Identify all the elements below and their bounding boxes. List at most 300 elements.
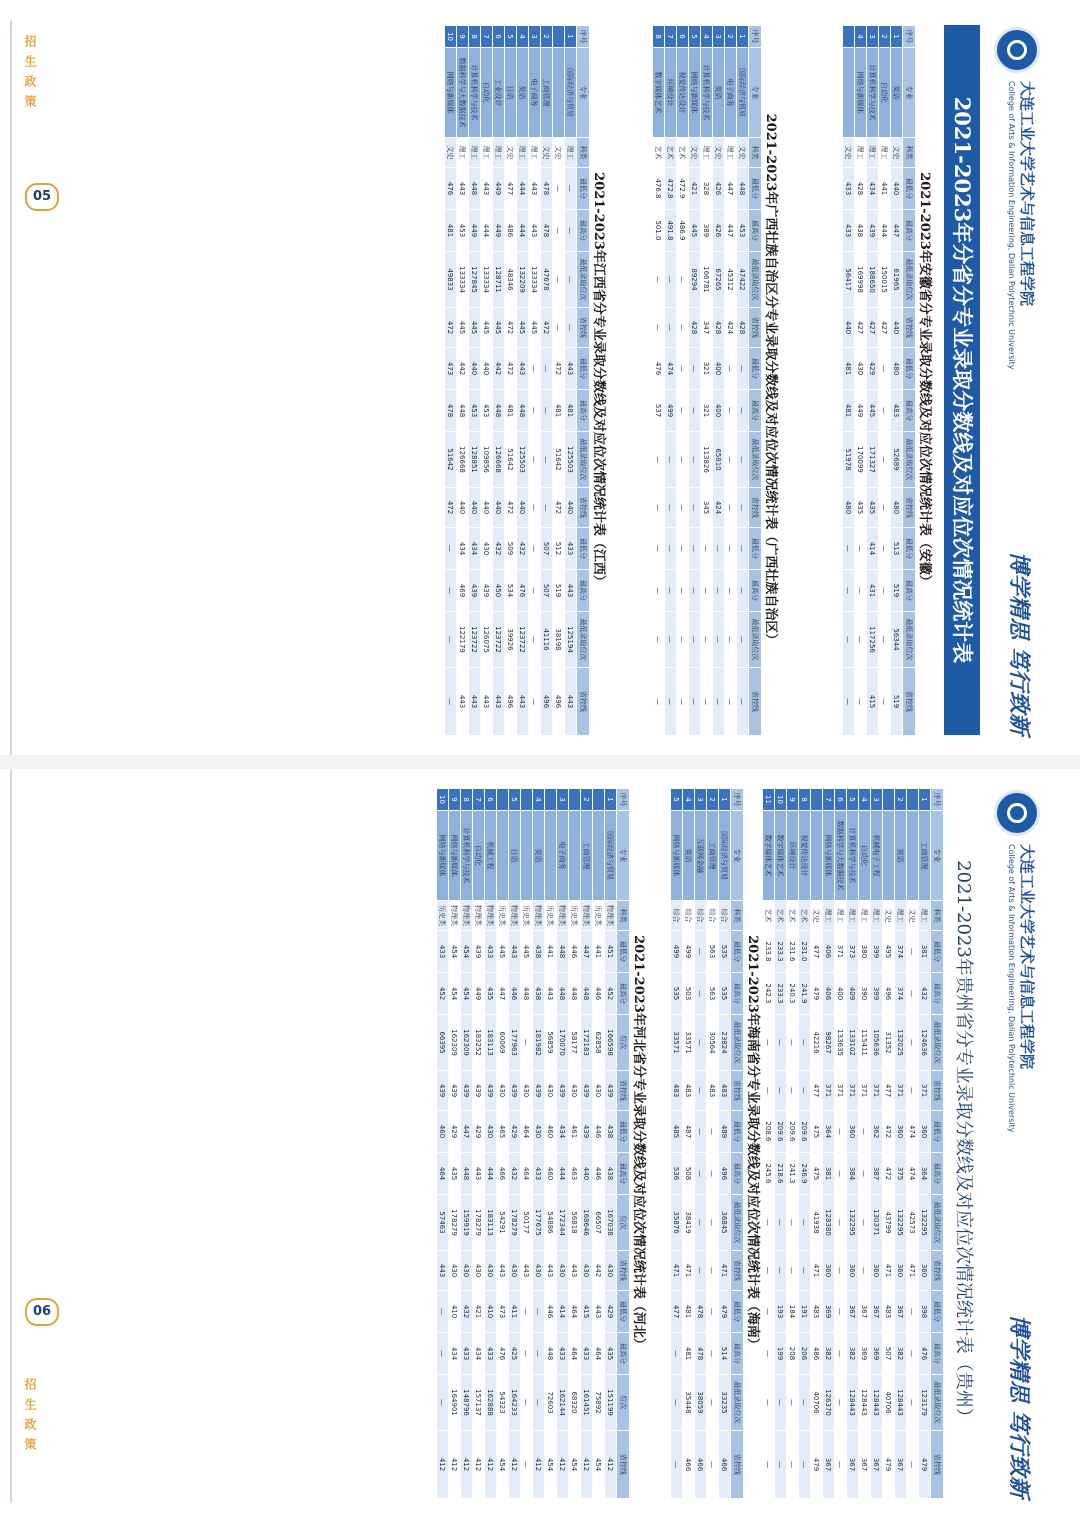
table-cell: — xyxy=(707,1251,719,1291)
column-header: 最低录取位次 xyxy=(577,252,590,308)
section-title-hebei: 2021-2023年河北省分专业录取分数线及对应位次情况统计表（河北） xyxy=(631,935,646,1351)
table-cell: — xyxy=(677,488,689,528)
table-cell: 434 xyxy=(557,1111,569,1153)
table-cell: 123179 xyxy=(919,1375,931,1431)
row-index: 8 xyxy=(653,26,665,48)
table-cell: 364 xyxy=(919,1153,931,1195)
table-cell: 427 xyxy=(867,308,879,348)
table-cell: 464 xyxy=(521,1153,533,1195)
table-cell: — xyxy=(707,1111,719,1153)
column-header: 省控线 xyxy=(903,308,916,348)
table-cell: — xyxy=(725,390,737,432)
table-cell: 374 xyxy=(895,931,907,973)
table-cell: 109856 xyxy=(481,432,493,488)
table-cell: — xyxy=(763,1071,775,1111)
table-cell: 130371 xyxy=(871,1195,883,1251)
table-cell: — xyxy=(665,252,677,308)
table-cell: 483 xyxy=(707,1071,719,1111)
table-cell: 430 xyxy=(473,1251,485,1291)
table-cell: — xyxy=(677,668,689,736)
column-header: 最低录取位次 xyxy=(749,432,762,488)
table-cell: 364 xyxy=(823,1111,835,1153)
table-cell: — xyxy=(665,432,677,488)
major-name: 工业设计 xyxy=(493,48,505,138)
table-cell: 文史 xyxy=(883,901,895,931)
table-cell: 481 xyxy=(683,1291,695,1333)
table-cell: 132295 xyxy=(847,1195,859,1251)
table-cell: 444 xyxy=(517,210,529,252)
table-cell: 理工 xyxy=(919,901,931,931)
table-cell: 514 xyxy=(719,1333,731,1375)
table-cell: 465 xyxy=(497,1111,509,1153)
table-row xyxy=(907,789,919,1499)
table-cell: 438 xyxy=(605,1111,617,1153)
table-cell: 371 xyxy=(823,1071,835,1111)
table-row xyxy=(457,26,469,736)
table-cell: 464 xyxy=(569,1333,581,1375)
row-index: 8 xyxy=(469,26,481,48)
table-cell: — xyxy=(701,612,713,668)
column-header: 省控线 xyxy=(931,1071,944,1111)
table-cell: 447 xyxy=(497,973,509,1015)
table-cell: 449 xyxy=(493,168,505,210)
table-cell: 115411 xyxy=(859,1015,871,1071)
table-cell: 38059 xyxy=(695,1375,707,1431)
table-cell: 430 xyxy=(509,1251,521,1291)
table-cell: 367 xyxy=(859,1431,871,1499)
table-cell: — xyxy=(713,668,725,736)
table-cell: — xyxy=(533,1333,545,1375)
table-cell: — xyxy=(565,168,577,210)
table-cell: 241.3 xyxy=(787,1153,799,1195)
page-06 xyxy=(0,778,1080,1508)
column-header: 最高分 xyxy=(617,973,630,1015)
major-name: 自动化 xyxy=(859,811,871,901)
section-title-hainan: 2021-2023年海南省分专业录取分数线及对应位次情况统计表（海南） xyxy=(745,935,760,1351)
table-cell: 415 xyxy=(867,668,879,736)
table-jiangxi xyxy=(444,25,590,736)
major-name: 网络与新媒体 xyxy=(449,811,461,901)
table-cell: 537 xyxy=(653,390,665,432)
table-row xyxy=(505,26,517,736)
table-cell: 448 xyxy=(469,168,481,210)
table-cell: 483 xyxy=(891,390,903,432)
column-header: 最低分 xyxy=(577,348,590,390)
table-cell: 文史 xyxy=(843,138,855,168)
column-header: 序号 xyxy=(577,26,590,48)
table-cell: 367 xyxy=(847,1291,859,1333)
row-index: 6 xyxy=(677,26,689,48)
table-cell: 132209 xyxy=(517,252,529,308)
major-name: 网络与新媒体 xyxy=(855,48,867,138)
major-name: 网络与新媒体 xyxy=(437,811,449,901)
table-cell: — xyxy=(445,570,457,612)
table-cell: 443 xyxy=(529,168,541,210)
table-cell: — xyxy=(737,432,749,488)
table-cell: 425 xyxy=(509,1333,521,1375)
table-cell: 463 xyxy=(569,1153,581,1195)
table-cell: 412 xyxy=(509,1431,521,1499)
table-cell: 535 xyxy=(671,973,683,1015)
row-index: 4 xyxy=(859,789,871,811)
row-index: 9 xyxy=(787,789,799,811)
table-cell: 133334 xyxy=(481,252,493,308)
major-name: 环境设计 xyxy=(787,811,799,901)
row-index: 5 xyxy=(505,26,517,48)
table-cell: 45312 xyxy=(725,252,737,308)
table-cell: 446 xyxy=(509,973,521,1015)
table-cell: 471 xyxy=(811,1251,823,1291)
row-index xyxy=(811,789,823,811)
table-cell: 440 xyxy=(481,488,493,528)
table-cell: 472 xyxy=(553,488,565,528)
table-cell: — xyxy=(787,1375,799,1431)
table-cell: 434 xyxy=(473,1333,485,1375)
major-name: 数字媒体艺术 xyxy=(775,811,787,901)
table-cell: 477 xyxy=(671,1291,683,1333)
table-cell: — xyxy=(521,1375,533,1431)
table-cell: — xyxy=(437,1333,449,1375)
column-header: 科类 xyxy=(731,901,744,931)
row-index: 1 xyxy=(919,789,931,811)
table-cell: 476.8 xyxy=(653,168,665,210)
table-row xyxy=(763,789,775,1499)
table-cell: 429 xyxy=(605,1291,617,1333)
table-cell: 471 xyxy=(683,1251,695,1291)
table-cell: — xyxy=(799,1195,811,1251)
table-cell: 文史 xyxy=(541,138,553,168)
table-cell: 421 xyxy=(689,168,701,210)
table-cell: 51642 xyxy=(553,432,565,488)
row-index: 5 xyxy=(689,26,701,48)
table-cell: 126370 xyxy=(823,1375,835,1431)
row-index: 3 xyxy=(867,26,879,48)
row-index: 10 xyxy=(445,26,457,48)
table-cell: 126075 xyxy=(481,612,493,668)
table-cell: 432 xyxy=(919,973,931,1015)
table-cell: — xyxy=(533,1291,545,1333)
table-cell: 艺术 xyxy=(799,901,811,931)
table-cell: 440 xyxy=(565,488,577,528)
table-cell: 472.9 xyxy=(677,168,689,210)
table-cell: — xyxy=(843,528,855,570)
table-cell: 452 xyxy=(605,973,617,1015)
row-index: 7 xyxy=(665,26,677,48)
table-cell: 89294 xyxy=(689,252,701,308)
table-cell: 477 xyxy=(883,1071,895,1111)
table-cell: 433 xyxy=(557,1333,569,1375)
university-logo-icon xyxy=(994,790,1040,836)
table-cell: 439 xyxy=(449,1071,461,1111)
table-cell: 433 xyxy=(485,1333,497,1375)
table-cell: 371 xyxy=(835,931,847,973)
table-cell: 507 xyxy=(883,1333,895,1375)
table-cell: 428 xyxy=(855,168,867,210)
table-cell: 41116 xyxy=(541,612,553,668)
table-cell: 61965 xyxy=(891,252,903,308)
university-logo-icon xyxy=(994,27,1040,73)
major-name xyxy=(593,811,605,901)
table-cell: 56417 xyxy=(843,252,855,308)
table-row xyxy=(891,26,903,736)
major-name: 计算机科学与技术 xyxy=(847,811,859,901)
table-cell: — xyxy=(665,570,677,612)
major-name: 英语 xyxy=(891,48,903,138)
table-cell: 47678 xyxy=(541,252,553,308)
table-cell: — xyxy=(843,570,855,612)
table-cell: — xyxy=(541,390,553,432)
table-cell: 443 xyxy=(521,1251,533,1291)
table-cell: 439 xyxy=(581,1071,593,1111)
table-cell: 51978 xyxy=(843,432,855,488)
table-row xyxy=(449,789,461,1499)
table-cell: — xyxy=(665,488,677,528)
page-06-header xyxy=(978,778,1050,1508)
table-cell: — xyxy=(855,668,867,736)
table-cell: — xyxy=(879,390,891,432)
table-cell: — xyxy=(799,1431,811,1499)
table-cell: 128711 xyxy=(493,252,505,308)
table-cell: — xyxy=(653,668,665,736)
table-row xyxy=(545,789,557,1499)
table-header-row xyxy=(577,26,590,736)
table-cell: 理工 xyxy=(835,901,847,931)
table-cell: 233.8 xyxy=(763,931,775,973)
table-cell: 物理类 xyxy=(449,901,461,931)
table-cell: 159919 xyxy=(461,1195,473,1251)
table-cell: 127845 xyxy=(469,252,481,308)
column-header: 最低分 xyxy=(931,931,944,973)
table-cell: 501.0 xyxy=(653,210,665,252)
table-cell: 445 xyxy=(867,390,879,432)
table-cell: — xyxy=(565,308,577,348)
table-cell: 406 xyxy=(823,973,835,1015)
table-cell: 439 xyxy=(473,931,485,973)
table-cell: — xyxy=(521,1291,533,1333)
table-cell: 193 xyxy=(775,1291,787,1333)
column-header: 最低分 xyxy=(749,348,762,390)
table-cell: 444 xyxy=(485,1153,497,1195)
table-cell: 481 xyxy=(505,390,517,432)
major-name: 数据科学与大数据技术 xyxy=(835,811,847,901)
table-row xyxy=(895,789,907,1499)
row-index: 7 xyxy=(823,789,835,811)
major-name: 国际经济与贸易 xyxy=(565,48,577,138)
table-cell: 443 xyxy=(569,1251,581,1291)
table-cell: 448 xyxy=(521,973,533,1015)
table-cell: 424 xyxy=(713,488,725,528)
table-cell: 151199 xyxy=(605,1375,617,1431)
university-name: 大连工业大学艺术与信息工程学院 xyxy=(1018,81,1036,307)
table-header-row xyxy=(617,789,630,1499)
column-header: 最高分 xyxy=(617,1333,630,1375)
table-cell: 509 xyxy=(505,528,517,570)
column-header: 最高分 xyxy=(749,210,762,252)
table-cell: 443 xyxy=(497,1251,509,1291)
table-cell: — xyxy=(695,1071,707,1111)
table-cell: — xyxy=(695,1195,707,1251)
table-cell: 218.6 xyxy=(775,1153,787,1195)
table-cell: 181982 xyxy=(533,1015,545,1071)
table-cell: 209.6 xyxy=(799,1111,811,1153)
row-index: 3 xyxy=(557,789,569,811)
table-cell: 512 xyxy=(553,528,565,570)
page-number-05: 05 xyxy=(25,183,59,211)
table-cell: 367 xyxy=(859,1291,871,1333)
table-cell: 382 xyxy=(895,1333,907,1375)
slogan: 博学精思 笃行致新 xyxy=(1006,1314,1032,1498)
table-cell: 448 xyxy=(557,973,569,1015)
table-cell: 445 xyxy=(469,308,481,348)
table-cell: 艺术 xyxy=(775,901,787,931)
table-cell: 理工 xyxy=(529,138,541,168)
row-index: 2 xyxy=(541,26,553,48)
major-name: 网络与新媒体 xyxy=(823,811,835,901)
table-cell: 367 xyxy=(847,1431,859,1499)
table-cell: — xyxy=(677,612,689,668)
table-cell: 360 xyxy=(919,1111,931,1153)
column-header: 最低分 xyxy=(731,1291,744,1333)
table-cell: 40706 xyxy=(811,1375,823,1431)
page-gutter xyxy=(0,755,1080,769)
table-cell: 453 xyxy=(737,210,749,252)
table-cell: 综合 xyxy=(719,901,731,931)
table-cell: 446 xyxy=(569,931,581,973)
table-cell: 479 xyxy=(883,1431,895,1499)
column-header: 科类 xyxy=(749,138,762,168)
major-name: 互联网金融 xyxy=(695,811,707,901)
section-title-anhui: 2021-2023年安徽省分专业录取分数线及对应位次情况统计表（安徽） xyxy=(917,172,932,588)
table-cell: — xyxy=(677,432,689,488)
major-name: 英语 xyxy=(517,48,529,138)
table-cell: 451 xyxy=(605,931,617,973)
column-header: 科类 xyxy=(931,901,944,931)
table-cell: 231.0 xyxy=(799,931,811,973)
table-cell: 414 xyxy=(557,1291,569,1333)
table-cell: 434 xyxy=(457,528,469,570)
table-cell: 466 xyxy=(719,1431,731,1499)
row-index: 3 xyxy=(695,789,707,811)
table-cell: 439 xyxy=(557,1071,569,1111)
table-cell: 369 xyxy=(859,1333,871,1375)
table-cell: 60069 xyxy=(497,1015,509,1071)
column-header: 最低录取位次 xyxy=(731,1375,744,1431)
table-cell: — xyxy=(787,1195,799,1251)
column-header: 省控线 xyxy=(749,668,762,736)
table-cell: 245.6 xyxy=(763,1153,775,1195)
table-cell: 443 xyxy=(517,348,529,390)
table-cell: 477 xyxy=(505,168,517,210)
table-cell: — xyxy=(529,488,541,528)
table-row xyxy=(677,26,689,736)
table-cell: — xyxy=(529,390,541,432)
table-cell: 理工 xyxy=(867,138,879,168)
table-cell: 452 xyxy=(437,973,449,1015)
table-cell: 507 xyxy=(541,570,553,612)
major-name xyxy=(843,48,855,138)
table-cell: — xyxy=(737,528,749,570)
table-cell: 382 xyxy=(823,1333,835,1375)
table-cell: 430 xyxy=(481,528,493,570)
table-cell: 理工 xyxy=(823,901,835,931)
table-cell: 443 xyxy=(529,210,541,252)
table-cell: 理工 xyxy=(701,138,713,168)
table-row xyxy=(665,26,677,736)
table-cell: — xyxy=(835,1431,847,1499)
table-cell: — xyxy=(677,390,689,432)
table-cell: 综合 xyxy=(671,901,683,931)
table-cell: 123722 xyxy=(469,612,481,668)
table-cell: 208 xyxy=(787,1333,799,1375)
table-cell: 412 xyxy=(485,1431,497,1499)
table-cell: 481 xyxy=(843,348,855,390)
column-header: 最低分 xyxy=(577,168,590,210)
table-cell: 38198 xyxy=(553,612,565,668)
table-cell: 373 xyxy=(847,931,859,973)
major-name xyxy=(883,811,895,901)
table-cell: 486.9 xyxy=(677,210,689,252)
table-cell: 440 xyxy=(469,348,481,390)
table-cell: — xyxy=(725,668,737,736)
table-cell: 478 xyxy=(541,210,553,252)
table-cell: 理工 xyxy=(879,138,891,168)
column-header: 最低分 xyxy=(749,528,762,570)
table-cell: — xyxy=(799,1071,811,1111)
table-cell: 471 xyxy=(719,1251,731,1291)
column-header: 最低分 xyxy=(903,528,916,570)
table-cell: 439 xyxy=(481,570,493,612)
table-cell: 430 xyxy=(449,1251,461,1291)
table-cell: 240.3 xyxy=(787,973,799,1015)
table-cell: — xyxy=(689,668,701,736)
table-cell: — xyxy=(665,668,677,736)
row-index xyxy=(553,26,565,48)
table-cell: 460 xyxy=(545,1153,557,1195)
table-cell: 519 xyxy=(891,668,903,736)
table-cell: 483 xyxy=(683,1071,695,1111)
row-index: 5 xyxy=(671,789,683,811)
column-header: 省控线 xyxy=(577,488,590,528)
table-cell: — xyxy=(445,668,457,736)
table-cell: 443 xyxy=(469,668,481,736)
column-header: 最低录取位次 xyxy=(731,1195,744,1251)
table-cell: 文史 xyxy=(737,138,749,168)
table-cell: — xyxy=(775,1195,787,1251)
table-cell: 432 xyxy=(493,528,505,570)
table-cell: 443 xyxy=(493,668,505,736)
table-cell: 445 xyxy=(481,308,493,348)
table-cell: 物理类 xyxy=(557,901,569,931)
table-cell: 448 xyxy=(737,168,749,210)
column-header: 专业 xyxy=(577,48,590,138)
table-cell: — xyxy=(653,432,665,488)
table-cell: 428 xyxy=(689,308,701,348)
table-cell: 430 xyxy=(605,1251,617,1291)
table-row xyxy=(581,789,593,1499)
table-cell: 433 xyxy=(485,931,497,973)
table-cell: — xyxy=(835,1251,847,1291)
table-cell: 170070 xyxy=(557,1015,569,1071)
table-cell: — xyxy=(855,528,867,570)
table-cell: — xyxy=(879,432,891,488)
table-cell: 433 xyxy=(843,210,855,252)
column-header: 最高分 xyxy=(931,1333,944,1375)
column-header: 最高分 xyxy=(931,1153,944,1195)
row-index: 4 xyxy=(701,26,713,48)
table-cell: 126668 xyxy=(457,432,469,488)
table-cell: — xyxy=(565,210,577,252)
table-cell: 125503 xyxy=(517,432,529,488)
